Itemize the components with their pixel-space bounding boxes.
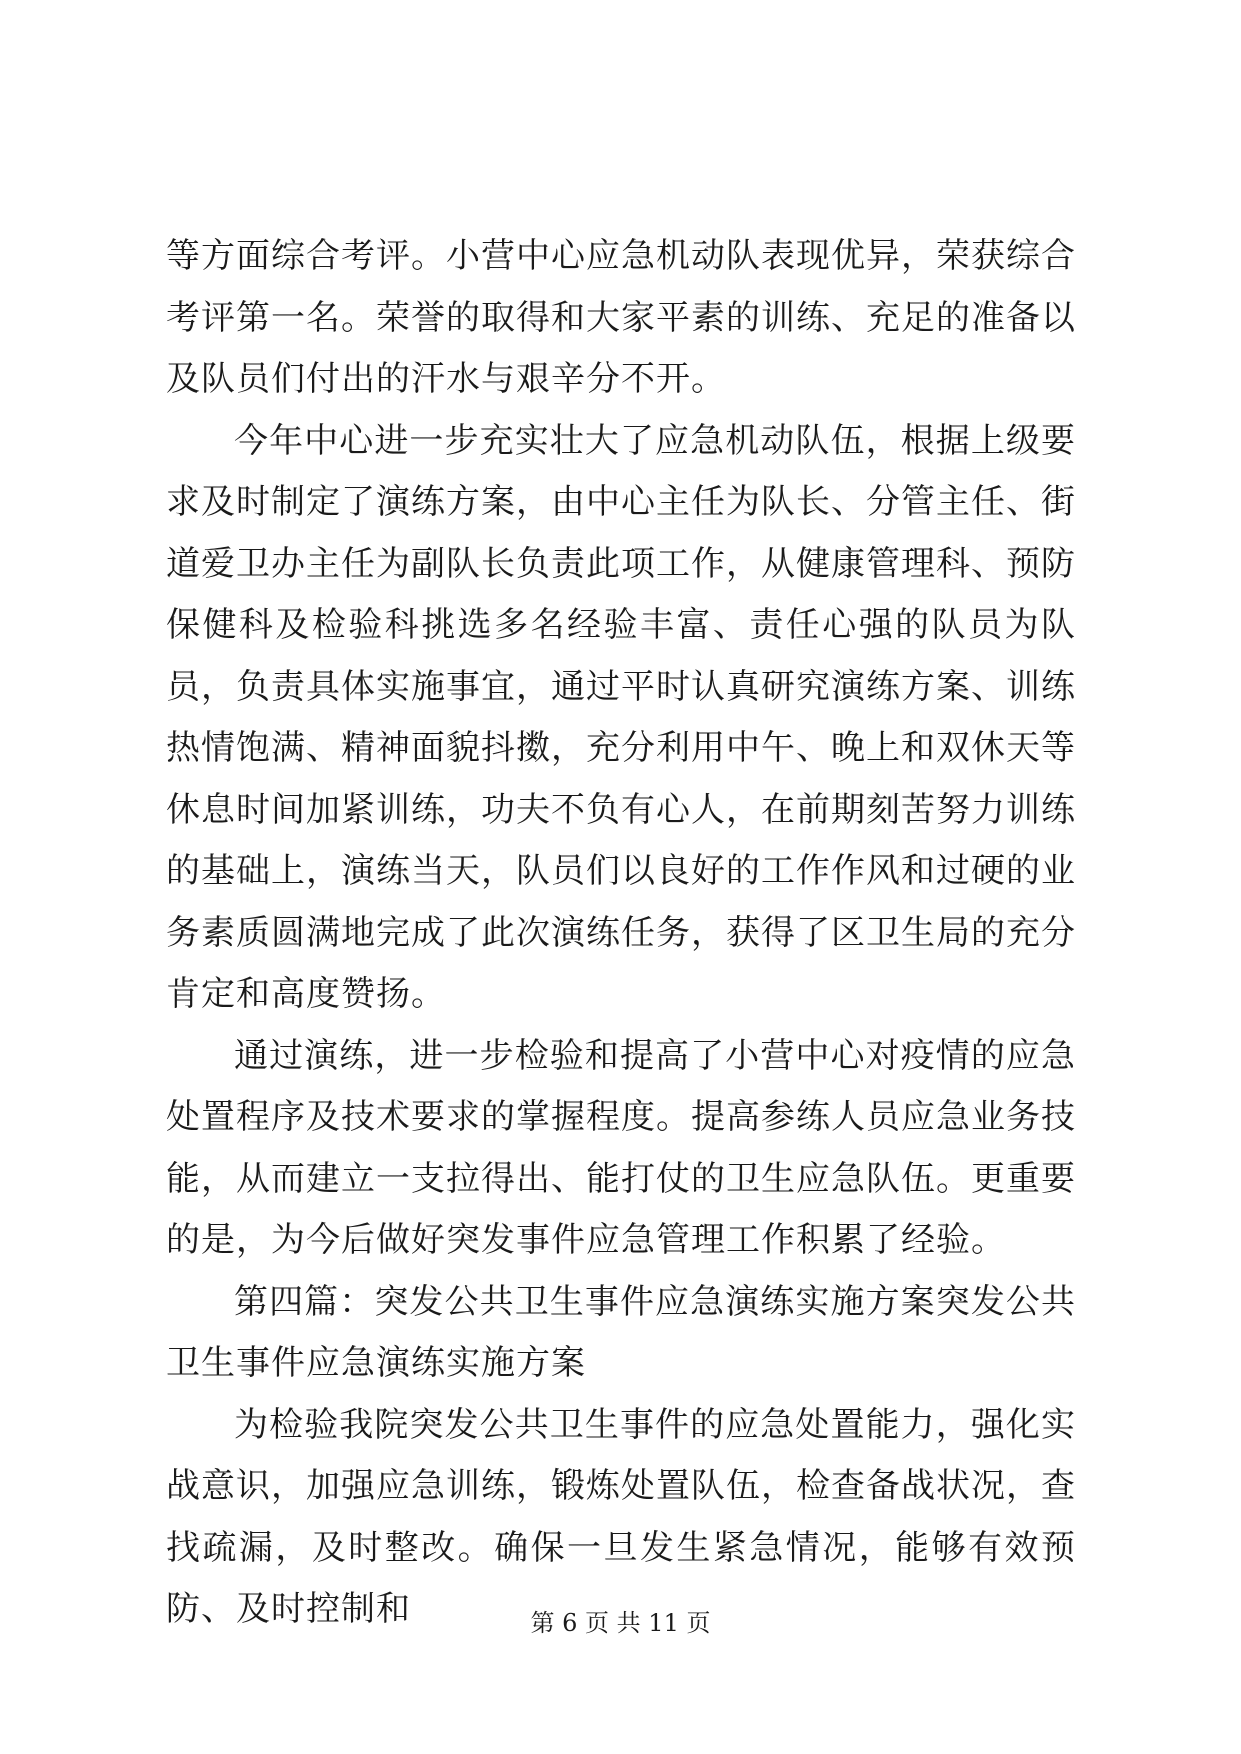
paragraph-1: 等方面综合考评。小营中心应急机动队表现优异，荣获综合考评第一名。荣誉的取得和大家平素的训练、充足的准备以及队员们付出的汗水与艰辛分不开。: [166, 236, 1076, 399]
page-number-footer: 第 6 页 共 11 页: [530, 1609, 711, 1637]
paragraph-3: 通过演练，进一步检验和提高了小营中心对疫情的应急处置程序及技术要求的掌握程度。提高参练人员应急业务技能，从而建立一支拉得出、能打仗的卫生应急队伍。更重要的是，为今后做好突发事件应急管理工作积累了经验。: [166, 1035, 1076, 1260]
section-heading: 第四篇：突发公共卫生事件应急演练实施方案突发公共卫生事件应急演练实施方案: [166, 1281, 1076, 1383]
paragraph-4: 为检验我院突发公共卫生事件的应急处置能力，强化实战意识，加强应急训练，锻炼处置队伍，检查备战状况，查找疏漏，及时整改。确保一旦发生紧急情况，能够有效预防、及时控制和: [166, 1404, 1076, 1629]
document-body: [166, 226, 1076, 1641]
paragraph-2: 今年中心进一步充实壮大了应急机动队伍，根据上级要求及时制定了演练方案，由中心主任为队长、分管主任、街道爱卫办主任为副队长负责此项工作，从健康管理科、预防保健科及检验科挑选多名经验丰富、责任心强的队员为队员，负责具体实施事宜，通过平时认真研究演练方案、训练热情饱满、精神面貌抖擞，充分利用中午、晚上和双休天等休息时间加紧训练，功夫不负有心人，在前期刻苦努力训练的基础上，演练当天，队员们以良好的工作作风和过硬的业务素质圆满地完成了此次演练任务，获得了区卫生局的充分肯定和高度赞扬。: [166, 420, 1076, 1014]
